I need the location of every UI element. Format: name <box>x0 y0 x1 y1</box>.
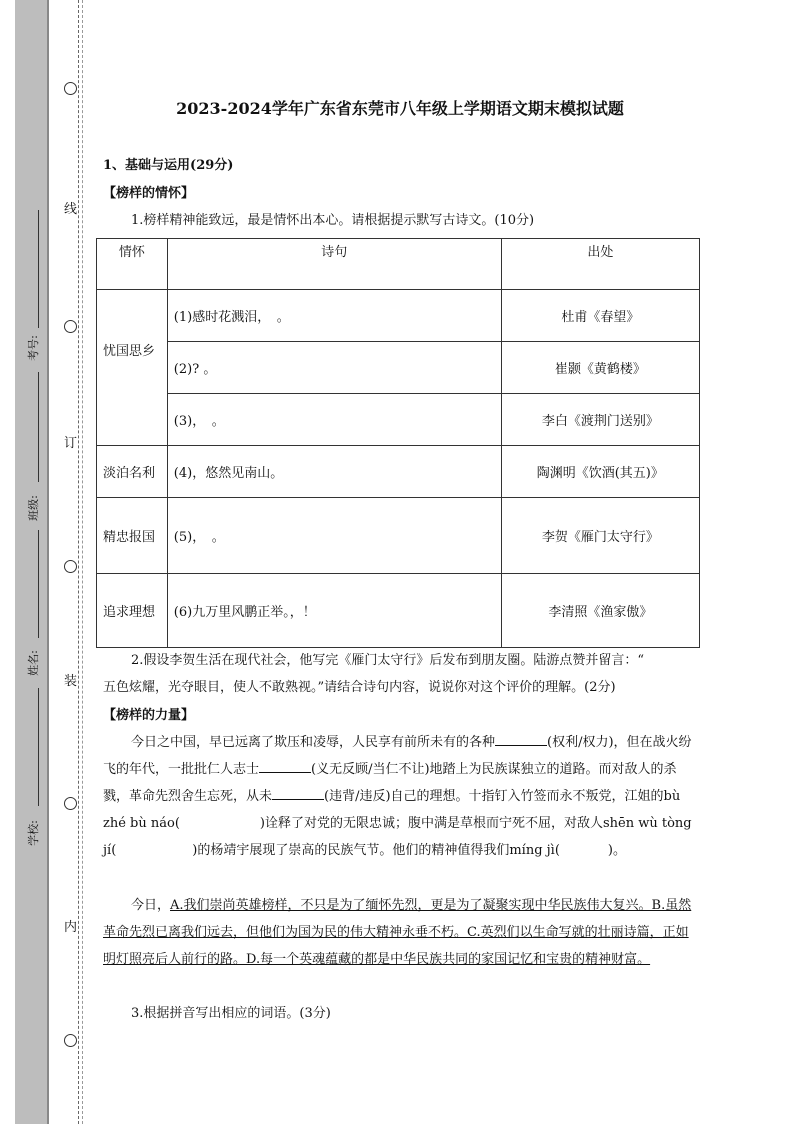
passage-text: 今日， <box>131 898 171 913</box>
poem-cell: (1)感时花溅泪， 。 <box>167 290 501 342</box>
class-label: 班级: <box>26 495 40 521</box>
source-cell: 杜甫《春望》 <box>501 290 699 342</box>
source-cell: 崔颢《黄鹤楼》 <box>501 342 699 394</box>
name-label: 姓名: <box>26 650 40 676</box>
answer-blank[interactable] <box>272 786 324 800</box>
fill-line <box>38 372 39 482</box>
fill-line <box>38 530 39 638</box>
passage-paragraph-2 <box>103 892 693 973</box>
fill-line <box>38 688 39 806</box>
source-cell: 李清照《渔家傲》 <box>501 574 699 648</box>
table-header-row <box>97 239 700 290</box>
underlined-sentences: A.我们崇尚英雄榜样，不只是为了缅怀先烈，更是为了凝聚实现中华民族伟大复兴。B.虽然革命先烈已离我们远去，但他们为国为民的伟大精神永垂不朽。C.英烈们以生命写就的壮丽诗篇，正如明灯照亮后人前行的路。D.每一个英魂蕴藏的都是中华民族共同的家国记忆和宝贵的精神财富。 <box>103 898 692 967</box>
table-row <box>97 574 700 648</box>
passage-paragraph <box>103 729 693 864</box>
school-label: 学校: <box>26 820 40 846</box>
binding-dashed-line <box>82 0 84 1124</box>
part-heading: 【榜样的力量】 <box>103 708 195 723</box>
source-cell: 李白《渡荆门送别》 <box>501 394 699 446</box>
section-heading: 1、基础与运用(29分) <box>103 158 234 173</box>
seal-char: 内 <box>64 920 78 935</box>
question-3: 3.根据拼音写出相应的词语。(3分) <box>131 1006 331 1021</box>
passage-text: )的杨靖宇展现了崇高的民族气节。他们的精神值得我们míng jì( <box>192 843 560 858</box>
answer-blank[interactable] <box>495 732 547 746</box>
passage-text: 今日之中国，早已远离了欺压和凌辱，人民享有前所未有的各种 <box>131 735 496 750</box>
answer-blank[interactable] <box>259 759 311 773</box>
page-title: 2023-2024学年广东省东莞市八年级上学期语文期末模拟试题 <box>176 99 624 118</box>
passage-text: (权利/权力)，但在战火纷飞的年代，一批批仁人志士 <box>103 735 692 777</box>
poem-cell: (6)九万里风鹏正举。，！ <box>167 574 501 648</box>
table-row <box>97 446 700 498</box>
source-cell: 陶渊明《饮酒(其五)》 <box>501 446 699 498</box>
binding-margin <box>15 0 49 1124</box>
fill-line <box>38 210 39 328</box>
mood-cell: 忧国思乡 <box>97 290 168 446</box>
binding-hole <box>64 1034 77 1047</box>
mood-cell: 淡泊名利 <box>97 446 168 498</box>
poem-cell: (2)? 。 <box>167 342 501 394</box>
passage-text: (违背/违反)自己的理想。十指钉入竹签而永不叛党，江姐的bù zhé bù náo( <box>103 789 681 831</box>
poem-cell: (5)， 。 <box>167 498 501 574</box>
question-2-line2: 五色炫耀，光夺眼目，使人不敢熟视。”请结合诗句内容，说说你对这个评价的理解。(2分) <box>103 680 616 695</box>
poem-table <box>96 238 700 648</box>
exam-number-label: 考号: <box>26 335 40 361</box>
binding-hole <box>64 797 77 810</box>
header-source: 出处 <box>501 239 699 290</box>
seal-char: 装 <box>64 674 78 689</box>
binding-hole <box>64 320 77 333</box>
mood-cell: 追求理想 <box>97 574 168 648</box>
table-row <box>97 342 700 394</box>
question-2-line1: 2.假设李贺生活在现代社会，他写完《雁门太守行》后发布到朋友圈。陆游点赞并留言：“ <box>131 653 645 668</box>
part-heading: 【榜样的情怀】 <box>103 186 195 201</box>
table-row <box>97 394 700 446</box>
mood-cell: 精忠报国 <box>97 498 168 574</box>
binding-hole <box>64 560 77 573</box>
seal-char: 线 <box>64 202 78 217</box>
poem-cell: (3)， 。 <box>167 394 501 446</box>
seal-char: 订 <box>64 436 78 451</box>
binding-dashed-line <box>78 0 80 1124</box>
header-poem: 诗句 <box>167 239 501 290</box>
passage-text: (义无反顾/当仁不让)地踏上为民族谋独立的道路。而对敌人的杀戮，革命先烈舍生忘死，从未 <box>103 762 677 804</box>
poem-cell: (4)，悠然见南山。 <box>167 446 501 498</box>
passage-text: )诠释了对党的无限忠诚；腹中满是草根而宁死不屈，对敌人shēn wù tòng jí( <box>103 816 692 858</box>
table-row <box>97 290 700 342</box>
header-mood: 情怀 <box>97 239 168 290</box>
passage-text: )。 <box>607 843 626 858</box>
table-row <box>97 498 700 574</box>
binding-hole <box>64 82 77 95</box>
source-cell: 李贺《雁门太守行》 <box>501 498 699 574</box>
question-1: 1.榜样精神能致远，最是情怀出本心。请根据提示默写古诗文。(10分) <box>131 213 535 228</box>
